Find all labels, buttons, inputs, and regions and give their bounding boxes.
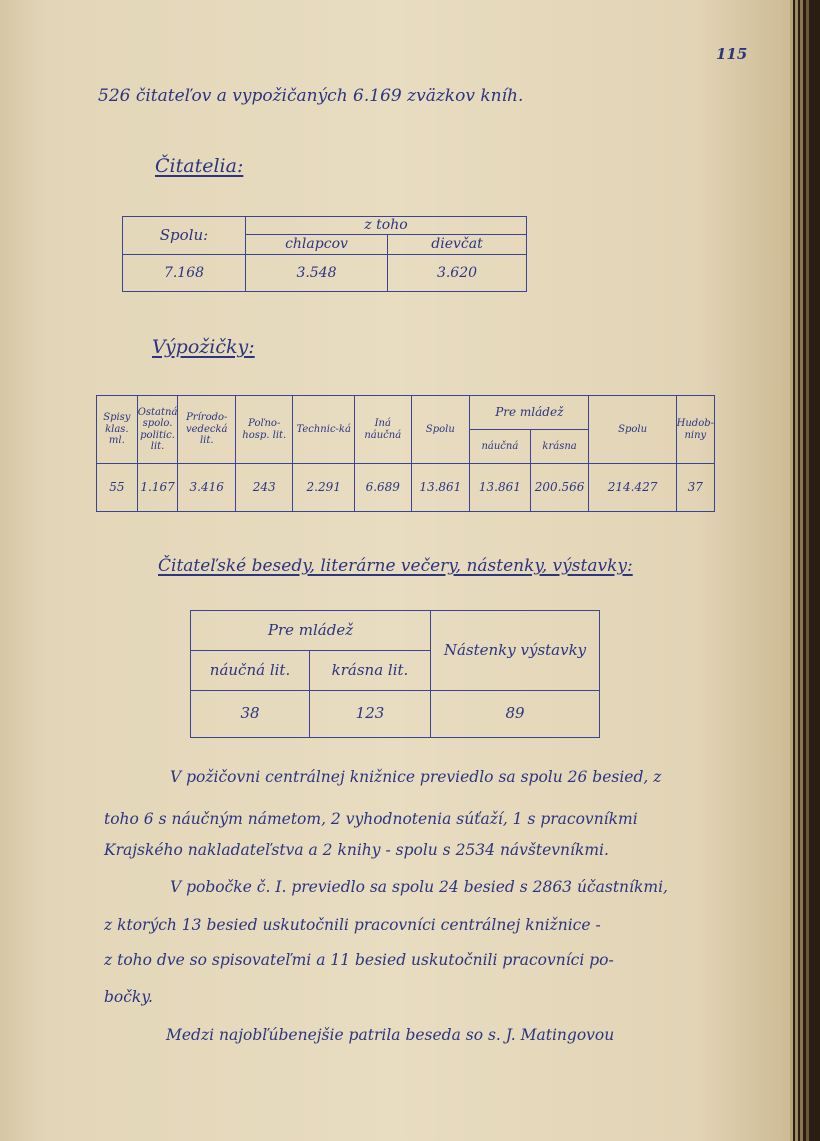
readers-boys-label: chlapcov [246, 235, 388, 255]
events-fiction-label: krásna lit. [310, 651, 431, 691]
page-edge [795, 0, 798, 1141]
loans-header: Iná náučná [354, 396, 411, 464]
page-number: 115 [716, 45, 748, 63]
events-fiction-value: 123 [310, 691, 431, 738]
loans-value: 243 [236, 464, 293, 512]
events-boards-value: 89 [431, 691, 600, 738]
loans-header: Hudob-niny [676, 396, 714, 464]
readers-total-label: Spolu: [123, 217, 246, 255]
heading-readers: Čitatelia: [155, 155, 244, 177]
loans-header: Spolu [589, 396, 676, 464]
loans-value: 3.416 [178, 464, 236, 512]
heading-events: Čitateľské besedy, literárne večery, nástenky, výstavky: [158, 556, 633, 576]
loans-value: 1.167 [137, 464, 178, 512]
paragraph-line: z toho dve so spisovateľmi a 11 besied uskutočnili pracovníci po- [104, 951, 614, 969]
loans-header: Technic-ká [293, 396, 355, 464]
paragraph-line: z ktorých 13 besied uskutočnili pracovníci centrálnej knižnice - [104, 916, 601, 934]
page-edge [806, 0, 809, 1141]
readers-girls-value: 3.620 [388, 255, 527, 292]
loans-table [96, 395, 715, 512]
loans-value: 55 [97, 464, 138, 512]
readers-boys-value: 3.548 [246, 255, 388, 292]
loans-header: Spolu [411, 396, 470, 464]
loans-value: 2.291 [293, 464, 355, 512]
loans-header: Spisy klas. ml. [97, 396, 138, 464]
readers-table [122, 216, 527, 292]
paragraph-line: V pobočke č. I. previedlo sa spolu 24 besied s 2863 účastníkmi, [170, 878, 668, 896]
paragraph-line: toho 6 s náučným námetom, 2 vyhodnotenia súťaží, 1 s pracovníkmi [104, 810, 638, 828]
page-edge [790, 0, 793, 1141]
loans-value: 214.427 [589, 464, 676, 512]
paragraph-line: Krajského nakladateľstva a 2 knihy - spolu s 2534 návštevníkmi. [104, 841, 609, 859]
loans-header: Ostatná spolo. politic. lit. [137, 396, 178, 464]
loans-value: 13.861 [470, 464, 531, 512]
events-table [190, 610, 600, 738]
loans-value: 200.566 [530, 464, 589, 512]
events-edu-label: náučná lit. [191, 651, 310, 691]
events-edu-value: 38 [191, 691, 310, 738]
heading-loans: Výpožičky: [152, 336, 255, 358]
loans-header-youth: Pre mládež [470, 396, 589, 430]
intro-line: 526 čitateľov a vypožičaných 6.169 zväzkov kníh. [98, 86, 524, 106]
loans-value: 6.689 [354, 464, 411, 512]
paragraph-line: bočky. [104, 988, 153, 1006]
paragraph-line: Medzi najobľúbenejšie patrila beseda so s. J. Matingovou [166, 1026, 615, 1044]
loans-header: Poľno-hosp. lit. [236, 396, 293, 464]
readers-total-value: 7.168 [123, 255, 246, 292]
loans-value: 37 [676, 464, 714, 512]
readers-girls-label: dievčat [388, 235, 527, 255]
loans-youth-fiction: krásna [530, 430, 589, 464]
paragraph-line: V požičovni centrálnej knižnice previedlo sa spolu 26 besied, z [170, 768, 662, 786]
readers-of-which-label: z toho [246, 217, 527, 235]
loans-header: Prírodo-vedecká lit. [178, 396, 236, 464]
events-boards-label: Nástenky výstavky [431, 611, 600, 691]
events-youth-label: Pre mládež [191, 611, 431, 651]
loans-youth-edu: náučná [470, 430, 531, 464]
page-edge [800, 0, 803, 1141]
loans-value: 13.861 [411, 464, 470, 512]
